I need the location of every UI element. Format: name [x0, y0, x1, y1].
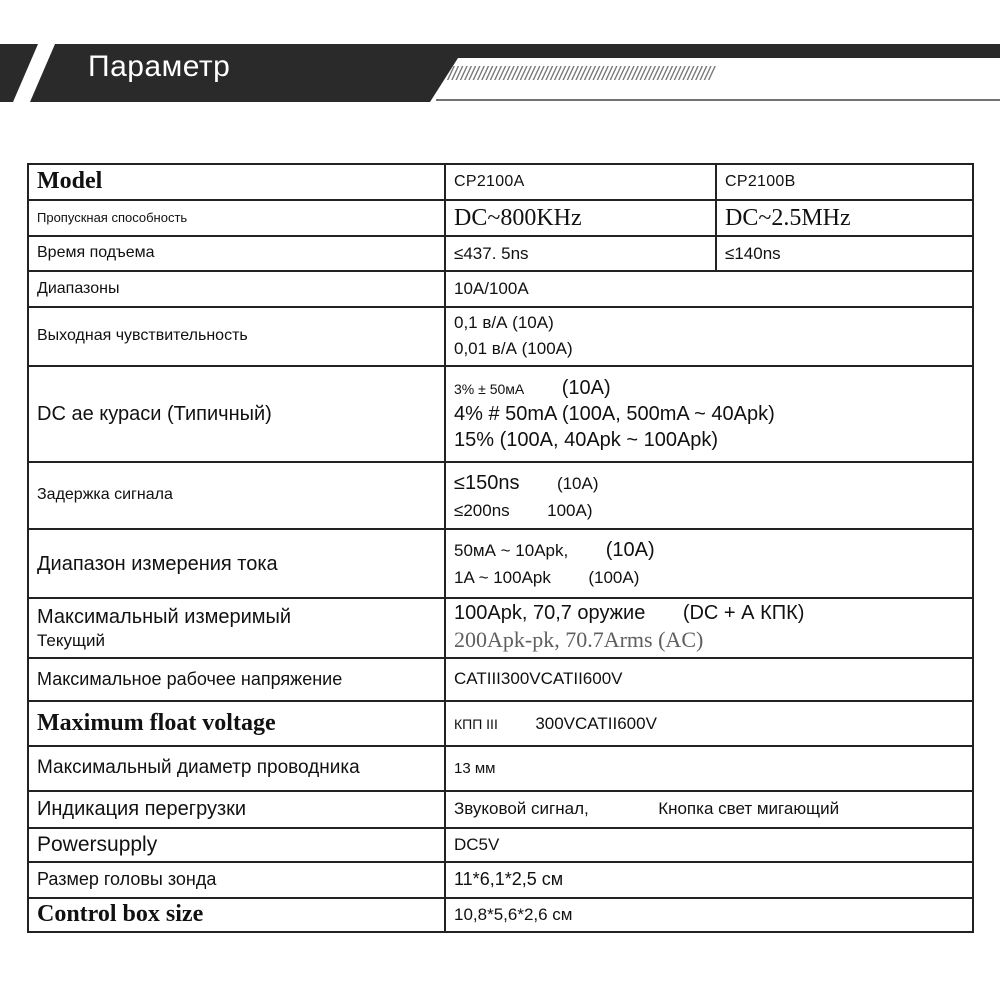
signal-delay-line-1a: ≤150ns: [454, 471, 520, 494]
power-label: Powersupply: [28, 828, 445, 862]
sensitivity-value: [445, 307, 973, 366]
current-range-line-1b: (10A): [605, 539, 655, 562]
table-row: [28, 236, 973, 271]
table-row: [28, 529, 973, 597]
table-row: [28, 898, 973, 932]
current-range-line-1a: 50мА ~ 10Apk,: [454, 541, 569, 561]
table-row: [28, 746, 973, 791]
rise-time-label: Время подъема: [28, 236, 445, 271]
dc-accuracy-line-3: 15% (100A, 40Apk ~ 100Apk): [454, 428, 719, 451]
overload-label: Индикация перегрузки: [28, 791, 445, 827]
max-float-voltage-b: 300VCATII600V: [535, 713, 657, 733]
table-row: [28, 828, 973, 862]
current-range-label: Диапазон измерения тока: [28, 529, 445, 597]
current-range-line-2b: (100A): [588, 568, 640, 588]
ranges-value: 10A/100A: [445, 271, 973, 306]
max-current-label-1: Максимальный измеримый: [37, 605, 292, 628]
model-label: Model: [28, 164, 445, 200]
max-float-voltage-value: [445, 701, 973, 746]
dc-accuracy-label: DC ае кураси (Типичный): [28, 366, 445, 462]
table-row: [28, 598, 973, 658]
table-row: [28, 307, 973, 366]
table-row: [28, 200, 973, 236]
max-working-voltage-value: CATIII300VCATII600V: [445, 658, 973, 701]
rise-time-a: ≤437. 5ns: [445, 236, 716, 271]
table-row: [28, 462, 973, 529]
rise-time-b: ≤140ns: [716, 236, 973, 271]
signal-delay-line-2b: 100A): [547, 500, 593, 520]
dc-accuracy-line-1b: (10A): [561, 376, 611, 399]
signal-delay-value: [445, 462, 973, 529]
overload-value: [445, 791, 973, 827]
power-value: DC5V: [445, 828, 973, 862]
table-row: [28, 366, 973, 462]
max-conductor-value: 13 мм: [445, 746, 973, 791]
table-row: [28, 701, 973, 746]
max-current-line-1a: 100Apk, 70,7 оружие: [454, 602, 646, 625]
max-current-label-2: Текущий: [37, 630, 105, 650]
model-a: CP2100A: [445, 164, 716, 200]
probe-size-label: Размер головы зонда: [28, 862, 445, 898]
spec-table: [27, 163, 974, 933]
sensitivity-label: Выходная чувствительность: [28, 307, 445, 366]
max-float-voltage-a: КПП III: [454, 715, 498, 732]
signal-delay-line-2a: ≤200ns: [454, 500, 510, 520]
max-current-line-2: 200Apk-pk, 70.7Arms (AC): [454, 627, 704, 653]
max-float-voltage-label: Maximum float voltage: [28, 701, 445, 746]
sensitivity-line-1: 0,1 в/А (10А): [454, 313, 554, 333]
current-range-line-2a: 1A ~ 100Apk: [454, 568, 551, 588]
model-b: CP2100B: [716, 164, 973, 200]
max-current-value: [445, 598, 973, 658]
box-size-label: Control box size: [28, 898, 445, 932]
current-range-value: [445, 529, 973, 597]
table-row: [28, 164, 973, 200]
bandwidth-label: Пропускная способность: [28, 200, 445, 236]
table-row: [28, 791, 973, 827]
max-current-label: [28, 598, 445, 658]
dc-accuracy-value: [445, 366, 973, 462]
overload-a: Звуковой сигнал,: [454, 799, 589, 819]
bandwidth-a: DC~800KHz: [445, 200, 716, 236]
table-row: [28, 862, 973, 898]
table-row: [28, 658, 973, 701]
dc-accuracy-line-2: 4% # 50mA (100A, 500mA ~ 40Apk): [454, 402, 775, 425]
dc-accuracy-line-1a: 3% ± 50мА: [454, 380, 525, 397]
box-size-value: 10,8*5,6*2,6 см: [445, 898, 973, 932]
overload-b: Кнопка свет мигающий: [658, 799, 840, 819]
bandwidth-b: DC~2.5MHz: [716, 200, 973, 236]
page-title: Параметр: [88, 50, 231, 83]
signal-delay-label: Задержка сигнала: [28, 462, 445, 529]
banner-stripes: //////////////////////////////////////////////////////////////: [448, 64, 714, 85]
header-banner: [0, 44, 1000, 102]
table-row: [28, 271, 973, 306]
max-conductor-label: Максимальный диаметр проводника: [28, 746, 445, 791]
probe-size-value: 11*6,1*2,5 см: [445, 862, 973, 898]
signal-delay-line-1b: (10A): [556, 473, 599, 493]
max-working-voltage-label: Максимальное рабочее напряжение: [28, 658, 445, 701]
max-current-line-1b: (DC + А КПК): [682, 602, 805, 625]
sensitivity-line-2: 0,01 в/А (100А): [454, 339, 573, 359]
ranges-label: Диапазоны: [28, 271, 445, 306]
